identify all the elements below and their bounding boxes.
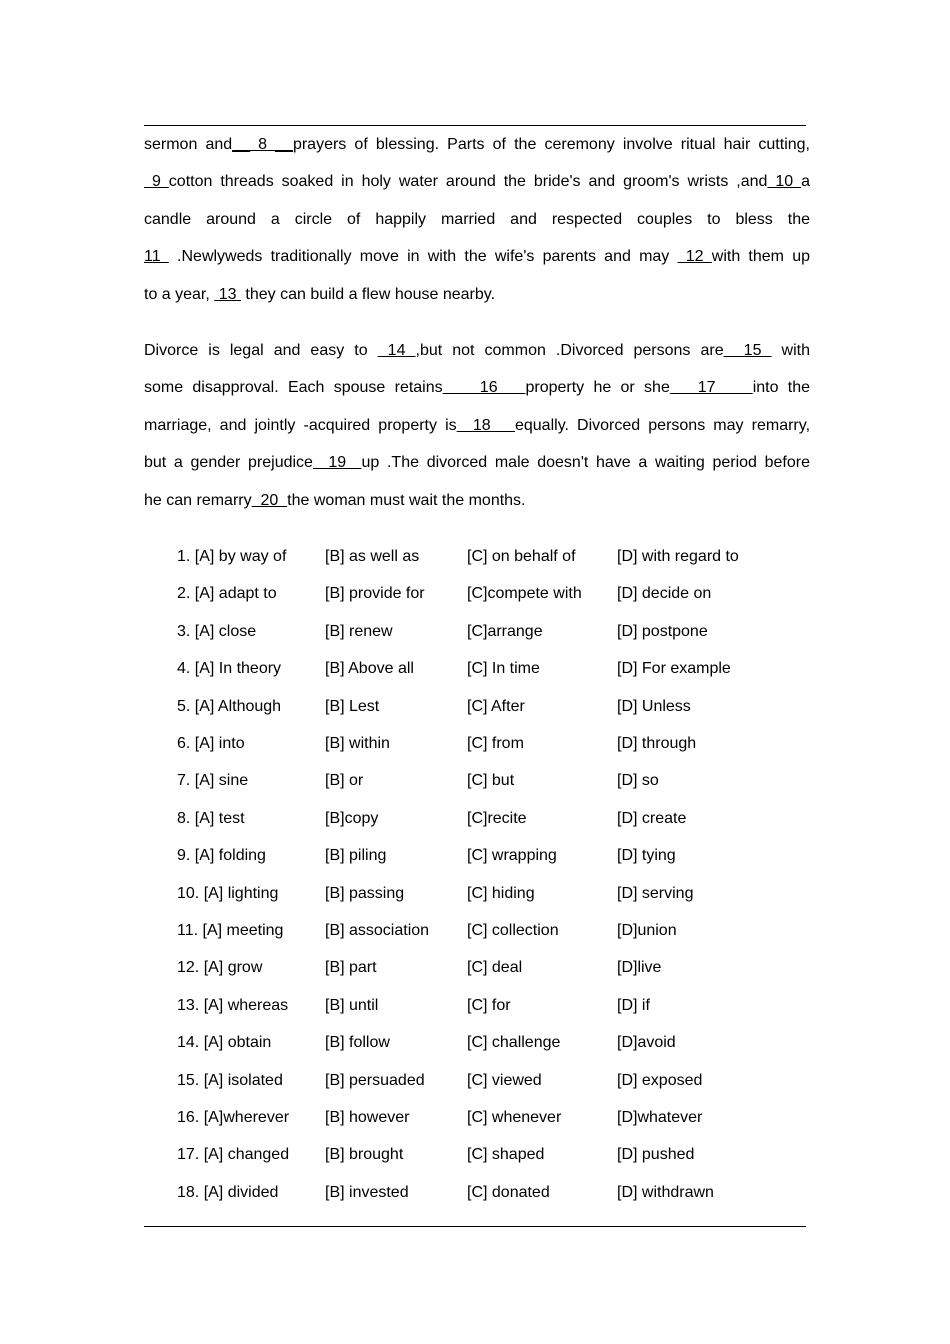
text-segment: some disapproval. Each spouse retains bbox=[144, 379, 443, 397]
option-a: 14. [A] obtain bbox=[177, 1034, 272, 1052]
option-d: [D] if bbox=[617, 996, 650, 1014]
option-b: [B] within bbox=[325, 735, 390, 752]
option-a: 8. [A] test bbox=[177, 809, 245, 827]
option-d: [D]live bbox=[617, 959, 662, 977]
option-d: [D] pushed bbox=[617, 1146, 695, 1164]
answer-blank: 15 bbox=[723, 342, 772, 359]
text-segment: he can remarry bbox=[144, 491, 252, 509]
text-segment: with bbox=[771, 342, 811, 359]
question-16-options bbox=[177, 1107, 797, 1129]
answer-blank: 20 bbox=[251, 491, 288, 509]
option-d: [D] For example bbox=[617, 660, 731, 678]
option-c: [C] but bbox=[467, 772, 515, 790]
option-c: [C] from bbox=[467, 735, 524, 752]
question-1-options bbox=[177, 546, 797, 568]
question-15-options bbox=[177, 1070, 797, 1092]
text-segment: into the bbox=[752, 379, 811, 397]
option-b: [B] invested bbox=[325, 1183, 409, 1201]
option-c: [C] After bbox=[467, 697, 525, 715]
option-a: 16. [A]wherever bbox=[177, 1109, 290, 1126]
option-b: [B] until bbox=[325, 996, 379, 1014]
option-b: [B] follow bbox=[325, 1034, 390, 1052]
option-b: [B] association bbox=[325, 922, 430, 939]
option-d: [D] so bbox=[617, 772, 659, 790]
text-segment: Divorce is legal and easy to bbox=[144, 342, 378, 359]
option-c: [C] donated bbox=[467, 1183, 550, 1201]
question-2-options bbox=[177, 583, 797, 605]
question-13-options bbox=[177, 995, 797, 1017]
question-18-options bbox=[177, 1182, 797, 1204]
text-segment: a bbox=[801, 173, 811, 191]
option-d: [D] serving bbox=[617, 884, 694, 902]
option-d: [D]avoid bbox=[617, 1034, 676, 1052]
answer-blank: 11 bbox=[144, 248, 169, 266]
top-rule bbox=[144, 125, 806, 126]
option-b: [B] provide for bbox=[325, 585, 425, 603]
option-d: [D] withdrawn bbox=[617, 1183, 714, 1201]
option-b: [B] however bbox=[325, 1109, 410, 1126]
text-line bbox=[144, 377, 810, 399]
option-b: [B]copy bbox=[325, 809, 379, 827]
text-segment: up .The divorced male doesn't have a waiting period before bbox=[361, 454, 810, 472]
option-b: [B] part bbox=[325, 959, 377, 977]
question-7-options bbox=[177, 770, 797, 792]
answer-blank: 14 bbox=[377, 342, 416, 359]
option-d: [D] through bbox=[617, 735, 697, 752]
question-6-options bbox=[177, 733, 797, 755]
option-c: [C] In time bbox=[467, 660, 540, 678]
text-segment: with them up bbox=[711, 248, 811, 266]
option-d: [D] postpone bbox=[617, 622, 708, 640]
text-line bbox=[144, 490, 810, 512]
text-segment: but a gender prejudice bbox=[144, 454, 313, 472]
option-a: 15. [A] isolated bbox=[177, 1071, 283, 1089]
option-d: [D] with regard to bbox=[617, 548, 739, 565]
option-d: [D] create bbox=[617, 809, 687, 827]
text-line bbox=[144, 171, 810, 193]
option-c: [C] wrapping bbox=[467, 847, 557, 865]
option-c: [C] whenever bbox=[467, 1109, 562, 1126]
text-segment: equally. Divorced persons may remarry, bbox=[514, 416, 811, 434]
text-line bbox=[144, 246, 810, 268]
option-a: 10. [A] lighting bbox=[177, 884, 279, 902]
option-a: 4. [A] In theory bbox=[177, 660, 282, 678]
text-segment: candle around a circle of happily married and respected couples to bless the bbox=[144, 210, 810, 228]
text-line bbox=[144, 415, 810, 437]
text-line bbox=[144, 209, 810, 231]
option-a: 18. [A] divided bbox=[177, 1183, 279, 1201]
option-a: 12. [A] grow bbox=[177, 959, 263, 977]
option-c: [C]compete with bbox=[467, 585, 582, 603]
option-a: 2. [A] adapt to bbox=[177, 585, 277, 603]
option-b: [B] persuaded bbox=[325, 1071, 425, 1089]
text-segment: sermon and bbox=[144, 136, 233, 153]
answer-blank: 13 bbox=[214, 285, 241, 303]
text-segment: to a year, bbox=[144, 285, 215, 303]
question-5-options bbox=[177, 696, 797, 718]
text-line bbox=[144, 340, 810, 362]
option-a: 9. [A] folding bbox=[177, 847, 266, 865]
answer-blank: 12 bbox=[677, 248, 712, 266]
text-segment: marriage, and jointly -acquired property is bbox=[144, 416, 457, 434]
option-a: 3. [A] close bbox=[177, 622, 257, 640]
question-12-options bbox=[177, 957, 797, 979]
option-c: [C] collection bbox=[467, 922, 559, 939]
answer-blank: 9 bbox=[144, 173, 169, 191]
text-line bbox=[144, 284, 810, 306]
option-a: 7. [A] sine bbox=[177, 772, 249, 790]
answer-blank: 17 bbox=[669, 379, 753, 397]
option-a: 17. [A] changed bbox=[177, 1146, 290, 1164]
option-a: 6. [A] into bbox=[177, 735, 245, 752]
text-segment: cotton threads soaked in holy water around the bride's and groom's wrists ,and bbox=[168, 173, 768, 191]
option-c: [C]recite bbox=[467, 809, 527, 827]
option-b: [B] Above all bbox=[325, 660, 414, 678]
question-17-options bbox=[177, 1144, 797, 1166]
question-14-options bbox=[177, 1032, 797, 1054]
option-b: [B] brought bbox=[325, 1146, 404, 1164]
option-a: 1. [A] by way of bbox=[177, 548, 287, 565]
option-d: [D]whatever bbox=[617, 1109, 703, 1126]
option-b: [B] passing bbox=[325, 884, 405, 902]
option-d: [D] tying bbox=[617, 847, 676, 865]
option-c: [C] challenge bbox=[467, 1034, 561, 1052]
question-9-options bbox=[177, 845, 797, 867]
answer-blank: 10 bbox=[767, 173, 802, 191]
option-c: [C] viewed bbox=[467, 1071, 542, 1089]
question-3-options bbox=[177, 621, 797, 643]
option-c: [C] on behalf of bbox=[467, 548, 576, 565]
option-c: [C] shaped bbox=[467, 1146, 545, 1164]
question-11-options bbox=[177, 920, 797, 942]
bottom-rule bbox=[144, 1226, 806, 1227]
question-4-options bbox=[177, 658, 797, 680]
question-10-options bbox=[177, 883, 797, 905]
option-a: 13. [A] whereas bbox=[177, 996, 289, 1014]
text-segment: the woman must wait the months. bbox=[287, 491, 526, 509]
option-d: [D] Unless bbox=[617, 697, 691, 715]
answer-blank: 16 bbox=[442, 379, 526, 397]
option-b: [B] as well as bbox=[325, 548, 420, 565]
text-line bbox=[144, 134, 810, 156]
option-b: [B] or bbox=[325, 772, 364, 790]
question-8-options bbox=[177, 808, 797, 830]
answer-blank: 19 bbox=[312, 454, 362, 472]
option-d: [D] exposed bbox=[617, 1071, 703, 1089]
text-segment: property he or she bbox=[525, 379, 670, 397]
option-a: 11. [A] meeting bbox=[177, 922, 284, 939]
option-a: 5. [A] Although bbox=[177, 697, 282, 715]
answer-blank: 18 bbox=[456, 416, 515, 434]
text-segment: they can build a flew house nearby. bbox=[240, 285, 496, 303]
option-c: [C] for bbox=[467, 996, 511, 1014]
option-b: [B] renew bbox=[325, 622, 393, 640]
option-c: [C]arrange bbox=[467, 622, 543, 640]
option-b: [B] piling bbox=[325, 847, 387, 865]
option-b: [B] Lest bbox=[325, 697, 380, 715]
text-segment: .Newlyweds traditionally move in with the wife's parents and may bbox=[168, 248, 678, 266]
text-line bbox=[144, 452, 810, 474]
answer-blank: __ 8 __ bbox=[232, 136, 293, 153]
option-c: [C] deal bbox=[467, 959, 523, 977]
option-d: [D] decide on bbox=[617, 585, 712, 603]
text-segment: prayers of blessing. Parts of the ceremony involve ritual hair cutting, bbox=[292, 136, 810, 153]
text-segment: ,but not common .Divorced persons are bbox=[415, 342, 724, 359]
option-d: [D]union bbox=[617, 922, 677, 939]
option-c: [C] hiding bbox=[467, 884, 535, 902]
